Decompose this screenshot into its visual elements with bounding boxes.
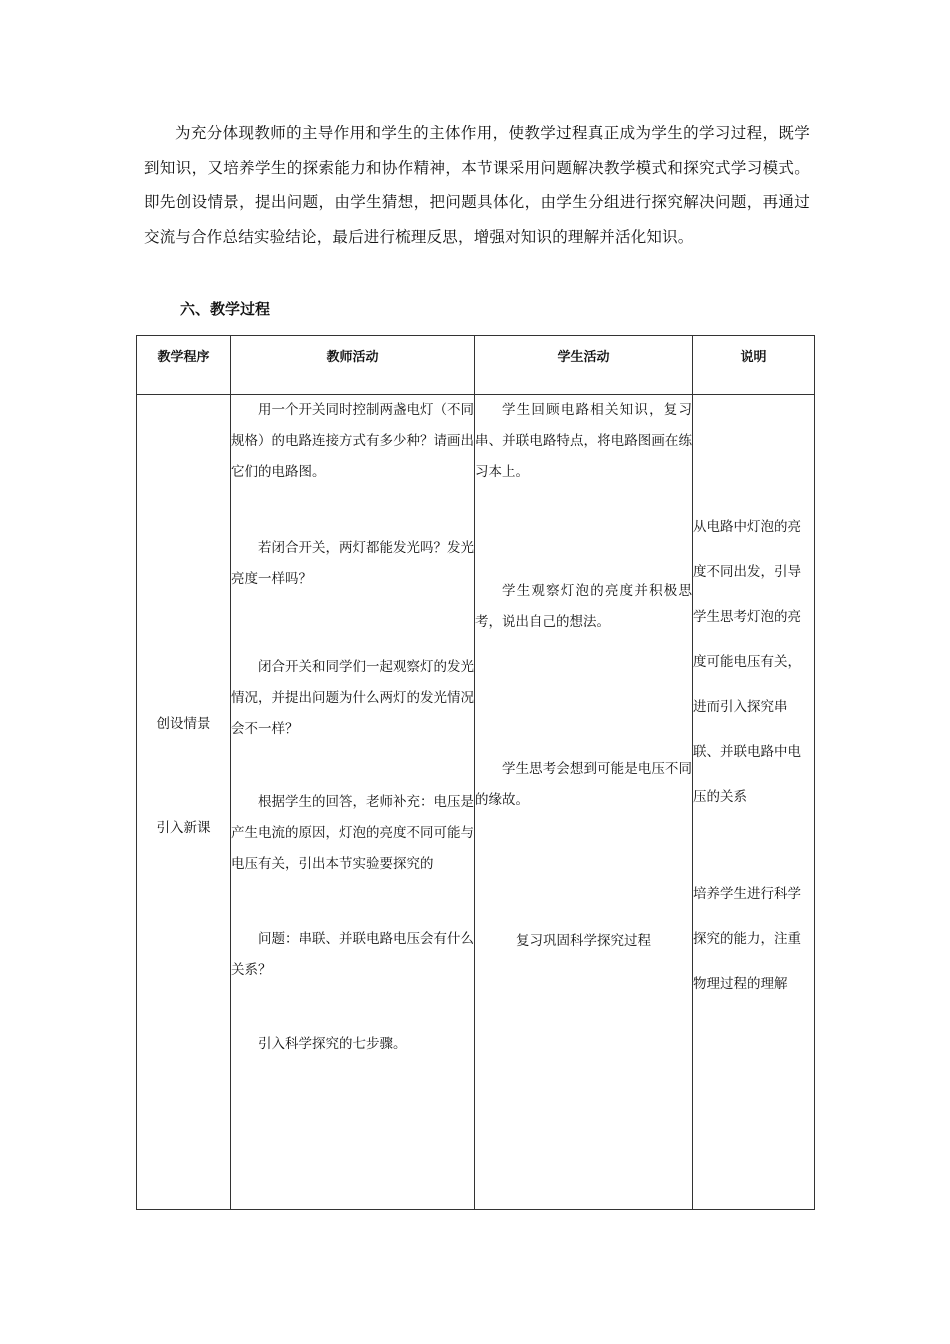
teacher-step-2: 若闭合开关，两灯都能发光吗？发光亮度一样吗？: [231, 540, 474, 587]
table-row: [137, 395, 815, 1210]
student-activity-cell: [475, 395, 693, 1210]
header-stage: 教学程序: [137, 336, 231, 395]
student-step-2: 学生观察灯泡的亮度并积极思考，说出自己的想法。: [475, 583, 692, 630]
header-teacher-activity: 教师活动: [231, 336, 475, 395]
teacher-step-6: 引入科学探究的七步骤。: [258, 1036, 407, 1052]
header-student-activity: 学生活动: [475, 336, 693, 395]
header-notes: 说明: [693, 336, 815, 395]
student-step-1: 学生回顾电路相关知识，复习串、并联电路特点，将电路图画在练习本上。: [475, 402, 692, 480]
stage-label-new-lesson: 引入新课: [156, 820, 211, 836]
student-step-3: 学生思考会想到可能是电压不同的缘故。: [475, 761, 692, 808]
table-header-row: [137, 336, 815, 395]
teacher-activity-cell: [231, 395, 475, 1210]
section-heading: 六、教学过程: [180, 300, 271, 318]
intro-paragraph: 为充分体现教师的主导作用和学生的主体作用，使教学过程真正成为学生的学习过程，既学到知识，又培养学生的探索能力和协作精神，本节课采用问题解决教学模式和探究式学习模式。即先创设情景，提出问题，由学生猜想，把问题具体化，由学生分组进行探究解决问题，再通过交流与合作总结实验结论，最后进行梳理反思，增强对知识的理解并活化知识。: [144, 124, 810, 246]
teacher-step-5: 问题：串联、并联电路电压会有什么关系？: [231, 931, 474, 978]
stage-cell: [137, 395, 231, 1210]
teacher-step-4: 根据学生的回答，老师补充：电压是产生电流的原因，灯泡的亮度不同可能与电压有关，引出本节实验要探究的: [231, 794, 474, 872]
teacher-step-1: 用一个开关同时控制两盏电灯（不同规格）的电路连接方式有多少种？请画出它们的电路图。: [231, 402, 474, 480]
notes-cell: [693, 395, 815, 1210]
note-1: 从电路中灯泡的亮度不同出发，引导学生思考灯泡的亮度可能电压有关，进而引入探究串联、并联电路中电压的关系: [693, 519, 801, 805]
student-step-4: 复习巩固科学探究过程: [516, 933, 651, 949]
stage-label-scenario: 创设情景: [156, 716, 211, 732]
teaching-process-table: [136, 335, 815, 1210]
note-2: 培养学生进行科学探究的能力，注重物理过程的理解: [693, 886, 801, 992]
teacher-step-3: 闭合开关和同学们一起观察灯的发光情况，并提出问题为什么两灯的发光情况会不一样？: [231, 659, 474, 737]
